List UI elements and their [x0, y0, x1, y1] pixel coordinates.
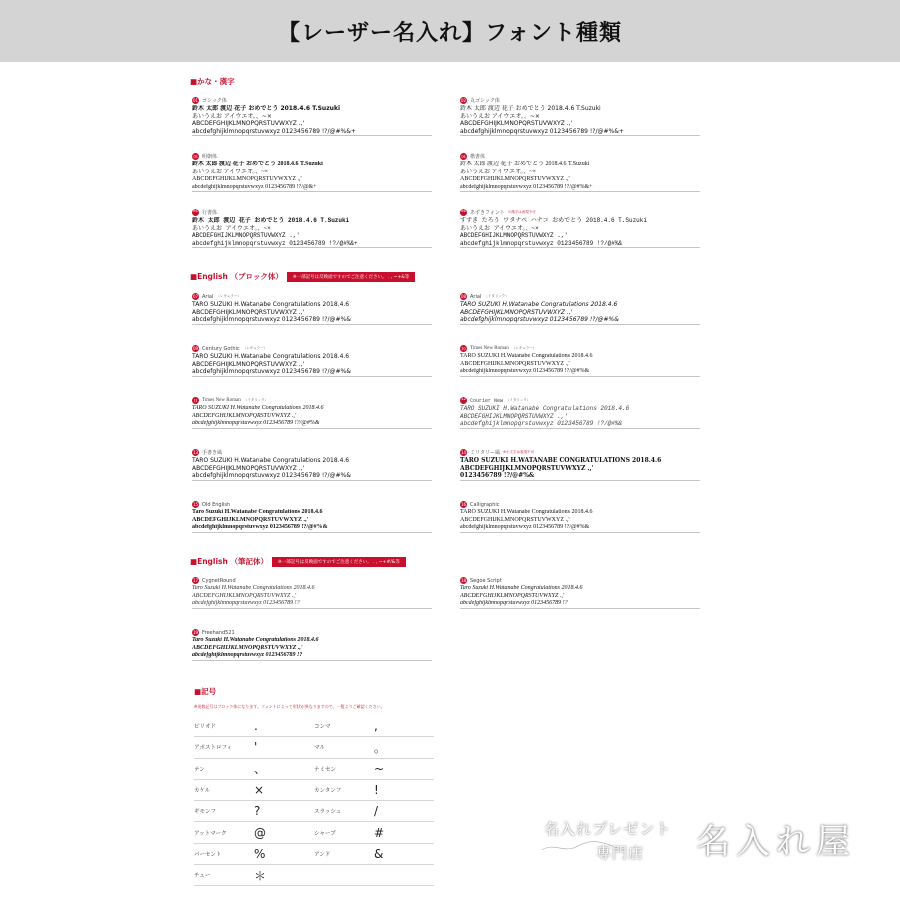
section-script-note: ※一部記号は反映面ですのでご注意ください。 . , ~+#/&等 — [272, 557, 406, 567]
symbol-name: ピリオド — [194, 724, 216, 731]
sample-line: ABCDEFGHIJKLMNOPQRSTUVWXYZ .,' — [460, 592, 565, 599]
sample-line: TARO SUZUKI H.Watanabe Congratulations 2018.4.6 — [460, 405, 630, 412]
sample-line: Taro Suzuki H.Watanabe Congratulations 2018.4.6 — [460, 585, 583, 591]
sample-line: 0123456789 !?/@#%& — [460, 472, 535, 480]
font-number-badge: 01 — [192, 98, 199, 103]
sample-line: あいうえお アイウエオ。、~× — [460, 224, 539, 232]
table-row — [194, 759, 434, 780]
font-sample-17 — [192, 576, 432, 609]
font-number-badge: 19 — [192, 630, 199, 635]
sample-line: TARO SUZUKI H.Watanabe Congratulations 2018.4.6 — [192, 301, 350, 308]
sample-line: abcdefghijklmnopqrstuvwxyz 0123456789 !?/@#%& — [460, 420, 623, 428]
symbol-name: シャープ — [314, 830, 336, 837]
symbol-name: ナミセン — [314, 766, 337, 773]
section-block-title: ■English （ブロック体） — [190, 272, 283, 281]
sample-line: 鈴木 太郎 渡辺 花子 おめでとう 2018.4.6 T.Suzuki — [192, 217, 350, 224]
symbol-name: マル — [314, 745, 326, 752]
font-sample-16 — [460, 500, 700, 533]
symbol-char: @ — [254, 825, 266, 840]
font-name: Century Gothic — [202, 345, 240, 352]
symbol-char: ? — [254, 804, 261, 819]
table-row — [194, 780, 434, 801]
sample-line: ABCDEFGHIJKLMNOPQRSTUVWXYZ .,' — [192, 360, 305, 368]
page-title: 【レーザー名入れ】フォント種類 — [278, 20, 622, 46]
font-number-badge: 04 — [461, 154, 466, 159]
font-sample-13 — [192, 448, 432, 481]
font-name: CygnetRound — [202, 577, 236, 584]
font-sample-05 — [192, 208, 432, 248]
symbol-char: ' — [254, 740, 258, 755]
sample-line: abcdefghijklmnopqrstuvwxyz 0123456789 !?/@#%& — [460, 524, 590, 531]
font-note: （レギュラー） — [511, 346, 537, 350]
sample-line: abcdefghijklmnopqrstuvwxyz 0123456789 !? — [460, 600, 568, 607]
sample-line: TARO SUZUKI H.WATANABE CONGRATULATIONS 2018.4.6 — [460, 457, 662, 464]
table-row — [194, 844, 434, 865]
symbol-name: チュー — [194, 873, 211, 880]
font-sample-08 — [460, 292, 700, 325]
sample-line: abcdefghijklmnopqrstuvwxyz 0123456789 !?/@#%&+ — [460, 183, 593, 190]
section-symbols-heading — [194, 686, 216, 697]
sample-line: abcdefghijklmnopqrstuvwxyz 0123456789 !?/@#%& — [192, 316, 351, 324]
symbol-char: . — [254, 719, 258, 734]
section-symbols-title: ■記号 — [194, 687, 217, 696]
font-name: Freehand521 — [202, 629, 235, 636]
symbol-char: # — [374, 825, 385, 840]
symbol-name: スラッシュ — [314, 809, 342, 816]
font-name: ゴシック体 — [202, 98, 227, 104]
sample-line: abcdefghijklmnopqrstuvwxyz 0123456789 !?/@#%&+ — [192, 239, 358, 247]
symbol-char: × — [254, 783, 265, 798]
symbol-char: 、 — [254, 762, 267, 777]
font-note: ※小文字は表現不可 — [503, 450, 534, 454]
sample-line: TARO SUZUKI H.Watanabe Congratulations 2018.4.6 — [460, 509, 593, 515]
font-note: （イタリック） — [243, 398, 269, 402]
symbol-name: アットマーク — [194, 830, 227, 837]
brand-watermark — [540, 812, 880, 870]
section-script-title: ■English （筆記体） — [190, 557, 268, 566]
font-name: Arial — [202, 293, 214, 300]
sample-line: すずき たろう ワタナベ ハナコ おめでとう 2018.4.6 T.Suzuki — [460, 217, 647, 224]
font-sample-12 — [460, 396, 700, 429]
font-sample-04 — [460, 152, 700, 192]
font-name: 手書き風 — [202, 450, 223, 456]
table-row — [194, 737, 434, 758]
symbol-name: アンド — [314, 851, 331, 858]
symbol-name: パーセント — [194, 851, 222, 858]
sample-line: Taro Suzuki H.Watanabe Congratulations 2018.4.6 — [192, 585, 315, 591]
sample-line: 鈴木 太郎 渡辺 花子 おめでとう 2018.4.6 T.Suzuki — [460, 105, 601, 112]
symbol-char: ! — [374, 783, 379, 798]
font-number-badge: 16 — [460, 502, 467, 507]
table-row — [194, 865, 434, 886]
section-kana-title: ■かな・漢字 — [190, 77, 235, 86]
font-sample-14 — [460, 448, 700, 481]
watermark-tagline: 名入れプレゼント — [544, 820, 672, 838]
sample-line: 鈴木 太郎 渡辺 花子 おめでとう 2018.4.6 T.Suzuki — [192, 105, 341, 112]
font-number-badge: 08 — [460, 294, 467, 299]
section-script-heading — [190, 556, 406, 567]
sample-line: ABCDEFGHIJKLMNOPQRSTUVWXYZ .,' — [460, 412, 569, 420]
sample-line: ABCDEFGHIJKLMNOPQRSTUVWXYZ .,' — [460, 232, 569, 240]
table-row — [194, 801, 434, 822]
font-name: Arial — [470, 293, 482, 300]
sample-line: ABCDEFGHIJKLMNOPQRSTUVWXYZ .,' — [192, 232, 301, 240]
sample-line: ABCDEFGHIJKLMNOPQRSTUVWXYZ .,' — [192, 516, 309, 523]
symbol-char: ~ — [374, 761, 385, 776]
sample-line: ABCDEFGHIJKLMNOPQRSTUVWXYZ .,' — [192, 644, 303, 651]
symbol-name: テン — [194, 766, 205, 773]
font-number-badge: 07 — [192, 294, 199, 299]
font-name: 楷書体 — [470, 155, 486, 160]
sample-line: ABCDEFGHIJKLMNOPQRSTUVWXYZ .,' — [460, 120, 573, 128]
sample-line: ABCDEFGHIJKLMNOPQRSTUVWXYZ .,' — [460, 308, 573, 316]
sample-line: ABCDEFGHIJKLMNOPQRSTUVWXYZ .,' — [192, 120, 305, 128]
font-number-badge: 15 — [192, 502, 199, 507]
symbol-name: カンタンフ — [314, 788, 342, 795]
font-sample-15 — [192, 500, 432, 533]
sample-line: ABCDEFGHIJKLMNOPQRSTUVWXYZ .,' — [460, 464, 594, 472]
sample-line: abcdefghijklmnopqrstuvwxyz 0123456789 !?/@#%& — [192, 368, 351, 376]
page-header — [0, 0, 900, 62]
font-number-badge: 11 — [193, 398, 198, 403]
sample-line: abcdefghijklmnopqrstuvwxyz 0123456789 !?/@#%& — [460, 368, 590, 375]
font-sample-06 — [460, 208, 700, 248]
section-block-note: ※一部記号は反映面ですのでご注意ください。 . , ~+&等 — [287, 272, 415, 282]
font-name: 行書体 — [202, 210, 218, 216]
sample-line: abcdefghijklmnopqrstuvwxyz 0123456789 !?/@#%& — [192, 420, 320, 427]
sample-line: abcdefghijklmnopqrstuvwxyz 0123456789 !?/@#%&+ — [460, 127, 624, 135]
symbol-name: カケル — [194, 788, 211, 795]
sample-line: ABCDEFGHIJKLMNOPQRSTUVWXYZ .,' — [192, 592, 297, 599]
font-sample-01 — [192, 96, 432, 136]
sample-line: abcdefghijklmnopqrstuvwxyz 0123456789 !?/@#%& — [192, 472, 351, 480]
sample-line: TARO SUZUKI H.Watanabe Congratulations 2018.4.6 — [192, 457, 350, 464]
sample-line: あいうえお アイウエオ。、~× — [192, 112, 272, 120]
font-sample-09 — [192, 344, 432, 377]
sample-line: ABCDEFGHIJKLMNOPQRSTUVWXYZ .,' — [192, 308, 305, 316]
font-note: ※漢字は表現不可 — [507, 211, 536, 215]
font-number-badge: 09 — [192, 346, 199, 351]
symbol-char: 。 — [374, 740, 387, 755]
font-name: Courier New — [470, 397, 504, 404]
font-sample-03 — [192, 152, 432, 192]
sample-line: Taro Suzuki H.Watanabe Congratulations 2018.4.6 — [192, 509, 323, 515]
sample-line: abcdefghijklmnopqrstuvwxyz 0123456789 !? — [192, 600, 300, 607]
font-number-badge: 02 — [460, 98, 467, 103]
font-name: 明朝体 — [202, 155, 218, 160]
font-sample-19 — [192, 628, 432, 661]
sample-line: ABCDEFGHIJKLMNOPQRSTUVWXYZ .,' — [192, 412, 297, 419]
font-name: Old English — [202, 501, 231, 508]
sample-line: ABCDEFGHIJKLMNOPQRSTUVWXYZ .,' — [460, 516, 570, 523]
sample-line: abcdefghijklmnopqrstuvwxyz 0123456789 !?/@#%& — [460, 239, 623, 247]
font-number-badge: 06 — [461, 210, 466, 214]
font-sample-11 — [192, 396, 432, 429]
font-number-badge: 14 — [460, 450, 467, 455]
symbol-char: % — [254, 846, 266, 861]
symbols-table — [194, 716, 434, 886]
section-symbols-note: ※英数記号はブロック体になります。フォントによって形状が異なりますので、一覧よりご確認ください。 — [194, 704, 385, 709]
sample-line: Taro Suzuki H.Watanabe Congratulations 2018.4.6 — [192, 637, 319, 643]
sample-line: ABCDEFGHIJKLMNOPQRSTUVWXYZ .,' — [460, 176, 570, 183]
sample-line: あいうえお アイウエオ。、~× — [192, 168, 269, 175]
sample-line: ABCDEFGHIJKLMNOPQRSTUVWXYZ .,' — [192, 176, 302, 183]
sample-line: abcdefghijklmnopqrstuvwxyz 0123456789 !?/@#%&+ — [192, 127, 356, 135]
font-note: （イタリック） — [484, 294, 509, 298]
symbol-char: & — [374, 846, 384, 861]
sample-line: TARO SUZUKI H.Watanabe Congratulations 2018.4.6 — [192, 353, 350, 360]
sample-line: abcdefghijklmnopqrstuvwxyz 0123456789 !?/@&+ — [192, 183, 317, 190]
sample-line: 鈴木 太郎 渡辺 花子 おめでとう 2018.4.6 T.Suzuki — [192, 161, 323, 167]
font-note: （イタリック） — [506, 399, 531, 403]
section-block-heading — [190, 271, 415, 282]
font-number-badge: 10 — [461, 346, 466, 351]
font-number-badge: 18 — [460, 578, 467, 583]
sample-line: ABCDEFGHIJKLMNOPQRSTUVWXYZ .,' — [460, 360, 570, 367]
font-number-badge: 05 — [193, 210, 198, 214]
watermark-subtitle: 専門店 — [596, 844, 645, 862]
font-number-badge: 13 — [192, 450, 199, 455]
sample-line: abcdefghijklmnopqrstuvwxyz 0123456789 !? — [192, 652, 303, 659]
symbol-name: アポストロフィ — [194, 745, 233, 752]
symbol-char: ＊ — [254, 868, 267, 883]
sample-line: TARO SUZUKI H.Watanabe Congratulations 2018.4.6 — [460, 353, 593, 359]
font-sample-10 — [460, 344, 700, 377]
symbol-char: / — [374, 804, 379, 819]
font-number-badge: 17 — [192, 578, 199, 583]
font-name: ミリタリー風 — [470, 450, 501, 456]
table-row — [194, 822, 434, 843]
sample-line: あいうえお アイウエオ。、~× — [192, 224, 271, 232]
font-note: （レギュラー） — [242, 346, 268, 350]
symbol-name: ギモンフ — [194, 809, 217, 816]
font-name: Times New Roman — [202, 398, 241, 403]
font-number-badge: 03 — [193, 154, 198, 159]
section-kana-heading — [190, 76, 235, 87]
sample-line: ABCDEFGHIJKLMNOPQRSTUVWXYZ .,' — [192, 464, 305, 472]
sample-line: あいうえお アイウエオ。、~× — [460, 168, 537, 175]
font-number-badge: 12 — [461, 398, 466, 402]
table-row — [194, 716, 434, 737]
sample-line: TARO SUZUKI H.Watanabe Congratulations 2018.4.6 — [192, 405, 324, 411]
font-sample-18 — [460, 576, 700, 609]
font-name: 丸ゴシック体 — [470, 98, 500, 104]
font-sample-07 — [192, 292, 432, 325]
font-note: （レギュラー） — [216, 294, 241, 298]
sample-line: TARO SUZUKI H.Watanabe Congratulations 2018.4.6 — [460, 301, 618, 308]
sample-line: abcdefghijklmnopqrstuvwxyz 0123456789 !?/@#%& — [192, 524, 328, 531]
symbol-name: コンマ — [314, 724, 331, 731]
font-name: Calligraphic — [470, 501, 500, 508]
sample-line: 鈴木 太郎 渡辺 花子 おめでとう 2018.4.6 T.Suzuki — [460, 161, 590, 167]
font-name: Segoe Script — [470, 577, 502, 584]
sample-line: abcdefghijklmnopqrstuvwxyz 0123456789 !?/@#%& — [460, 316, 619, 324]
font-name: Times New Roman — [470, 346, 509, 351]
font-name: あずきフォント — [470, 210, 505, 216]
watermark-brand: 名入れ屋 — [696, 822, 856, 862]
sample-line: あいうえお アイウエオ。、~× — [460, 112, 540, 120]
symbol-char: , — [374, 719, 378, 734]
font-sample-02 — [460, 96, 700, 136]
